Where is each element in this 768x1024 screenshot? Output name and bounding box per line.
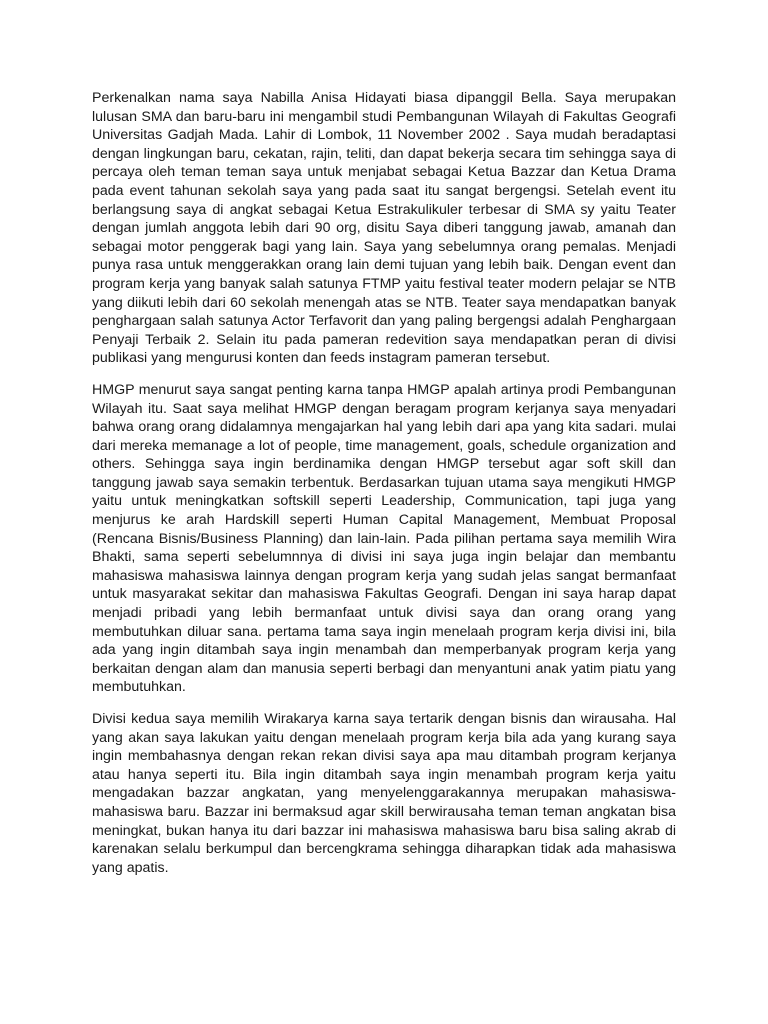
paragraph-hmgp-motivation: HMGP menurut saya sangat penting karna tanpa HMGP apalah artinya prodi Pembangunan Wilayah itu. Saat saya melihat HMGP dengan beragam program kerjanya saya menyadari bahwa orang orang didalamnya mengajarkan hal yang lebih dari apa yang kita sadari. mulai dari mereka memanage a lot of people, time management, goals, schedule organization and others. Sehingga saya ingin berdinamika dengan HMGP tersebut agar soft skill dan tanggung jawab saya semakin terbentuk. Berdasarkan tujuan utama saya mengikuti HMGP yaitu untuk meningkatkan softskill seperti Leadership, Communication, tapi juga yang menjurus ke arah Hardskill seperti Human Capital Management, Membuat Proposal (Rencana Bisnis/Business Planning) dan lain-lain. Pada pilihan pertama saya memilih Wira Bhakti, sama seperti sebelumnnya di divisi ini saya juga ingin belajar dan membantu mahasiswa mahasiswa lainnya dengan program kerja yang sudah jelas sangat bermanfaat untuk masyarakat sekitar dan mahasiswa Fakultas Geografi. Dengan ini saya harap dapat menjadi pribadi yang lebih bermanfaat untuk divisi saya dan orang orang yang membutuhkan diluar sana. pertama tama saya ingin menelaah program kerja divisi ini, bila ada yang ingin ditambah saya ingin menambah dan memperbanyak program kerja yang berkaitan dengan alam dan manusia seperti berbagi dan menyantuni anak yatim piatu yang membutuhkan. <box>92 381 676 696</box>
paragraph-second-division: Divisi kedua saya memilih Wirakarya karna saya tertarik dengan bisnis dan wirausaha. Hal yang akan saya lakukan yaitu dengan menelaah program kerja bila ada yang kurang saya ingin membahasnya dengan rekan rekan divisi saya apa mau ditambah program kerjanya atau hanya seperti itu. Bila ingin ditambah saya ingin menambah program kerja yaitu mengadakan bazzar angkatan, yang menyelenggarakannya merupakan mahasiswa-mahasiswa baru. Bazzar ini bermaksud agar skill berwirausaha teman teman angkatan bisa meningkat, bukan hanya itu dari bazzar ini mahasiswa mahasiswa baru bisa saling akrab di karenakan selalu berkumpul dan bercengkrama sehingga diharapkan tidak ada mahasiswa yang apatis. <box>92 711 676 876</box>
document-page <box>92 89 676 890</box>
paragraph-introduction: Perkenalkan nama saya Nabilla Anisa Hidayati biasa dipanggil Bella. Saya merupakan lulusan SMA dan baru-baru ini mengambil studi Pembangunan Wilayah di Fakultas Geografi Universitas Gadjah Mada. Lahir di Lombok, 11 November 2002 . Saya mudah beradaptasi dengan lingkungan baru, cekatan, rajin, teliti, dan dapat bekerja secara tim sehingga saya di percaya oleh teman teman saya untuk menjabat sebagai Ketua Bazzar dan Ketua Drama pada event tahunan sekolah saya yang pada saat itu sangat bergengsi. Setelah event itu berlangsung saya di angkat sebagai Ketua Estrakulikuler terbesar di SMA sy yaitu Teater dengan jumlah anggota lebih dari 90 org, disitu Saya diberi tanggung jawab, amanah dan sebagai motor penggerak bagi yang lain. Saya yang sebelumnya orang pemalas. Menjadi punya rasa untuk menggerakkan orang lain demi tujuan yang lebih baik. Dengan event dan program kerja yang banyak salah satunya FTMP yaitu festival teater modern pelajar se NTB yang diikuti lebih dari 60 sekolah menengah atas se NTB. Teater saya mendapatkan banyak penghargaan salah satunya Actor Terfavorit dan yang paling bergengsi adalah Penghargaan Penyaji Terbaik 2. Selain itu pada pameran redevition saya mendapatkan peran di divisi publikasi yang mengurusi konten dan feeds instagram pameran tersebut. <box>92 90 676 367</box>
